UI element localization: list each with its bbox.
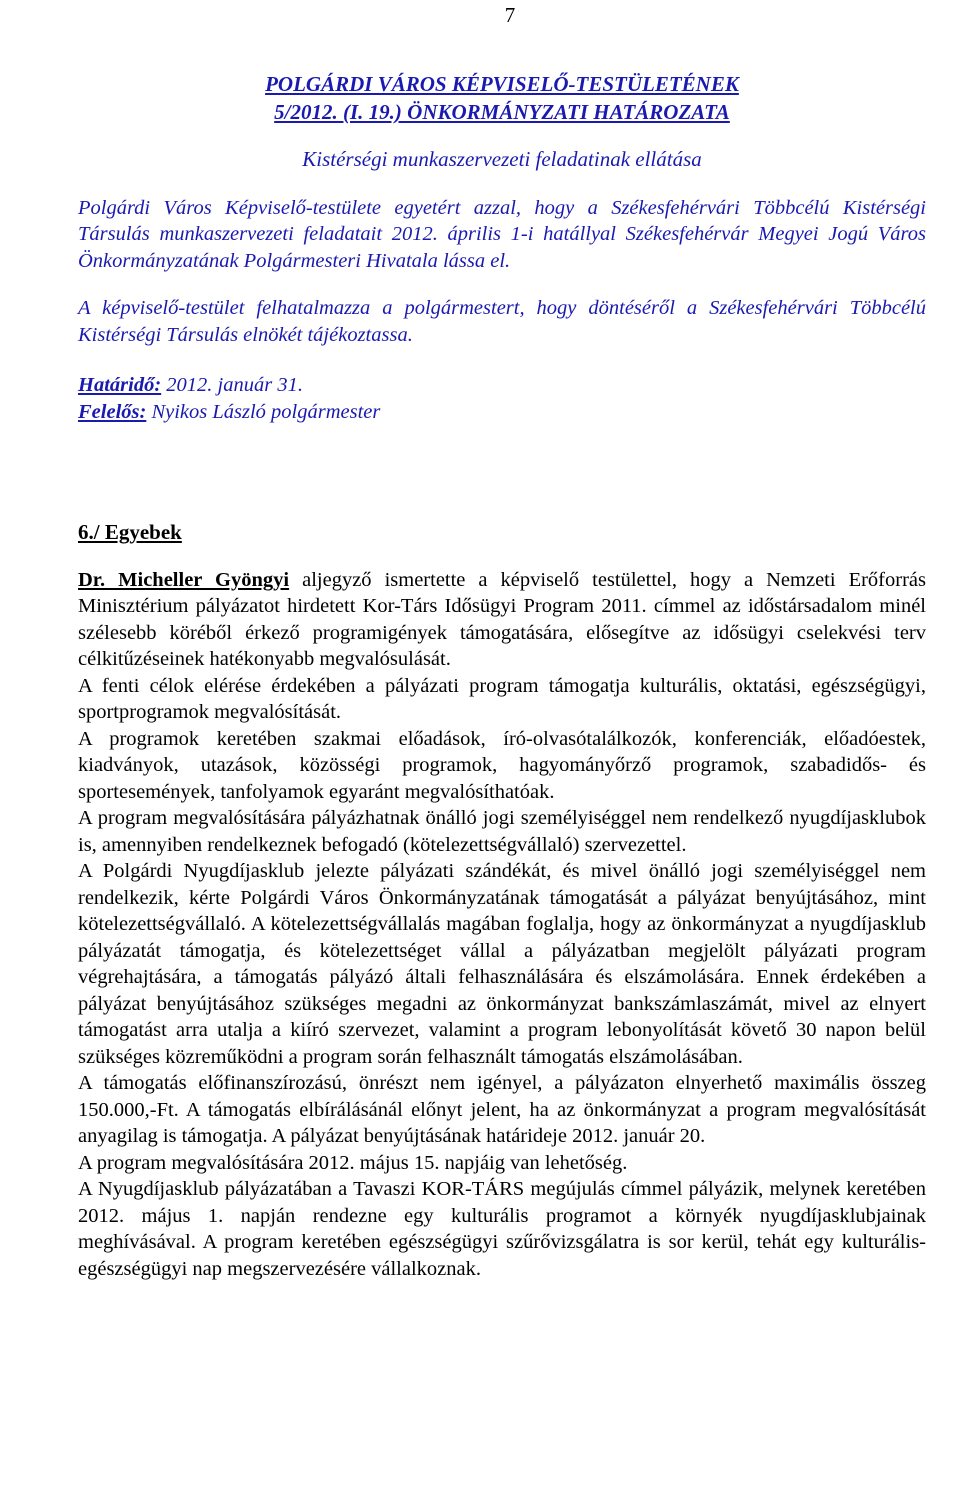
body-paragraph-5: A Polgárdi Nyugdíjasklub jelezte pályázati szándékát, és mivel önálló jogi személyiséggel nem rendelkezik, kérte Polgárdi Város Önkormányzatának támogatását a pályázat benyújtásához, mint kötelezettségvállaló. A kötelezettségvállalás magában foglalja, hogy az önkormányzat a nyugdíjasklub pályázatát támogatja, és kötelezettséget vállal a pályázatban megjelölt pályázati program végrehajtására, a támogatás pályázó általi felhasználására és elszámolására. Ennek érdekében a pályázat benyújtásához szükséges megadni az önkormányzat bankszámlaszámát, mivel az elnyert támogatást arra utalja a kiíró szervezet, valamint a program lebonyolítását követő 30 napon belül szükséges közreműködni a program során felhasznált támogatás elszámolásában. <box>78 860 926 1068</box>
deadline-value: 2012. január 31. <box>161 374 303 396</box>
responsible-label: Felelős: <box>78 400 147 423</box>
body-paragraph-8: A Nyugdíjasklub pályázatában a Tavaszi KOR-TÁRS megújulás címmel pályázik, melynek keretében 2012. május 1. napján rendezne egy kulturális programot a környék nyugdíjasklubjainak meghívásával. A program keretében egészségügyi szűrővizsgálatra is sor kerül, tehát egy kulturális-egészségügyi nap megszervezésére vállalkoznak. <box>78 1178 926 1280</box>
resolution-paragraph-2: A képviselő-testület felhatalmazza a polgármestert, hogy döntéséről a Székesfehérvári Többcélú Kistérségi Társulás elnökét tájékoztassa. <box>78 297 926 346</box>
responsible-value: Nyikos László polgármester <box>146 400 381 423</box>
speaker-name: Dr. Micheller Gyöngyi <box>78 568 290 591</box>
body-paragraph-6: A támogatás előfinanszírozású, önrészt nem igényel, a pályázaton elnyerhető maximális összeg 150.000,-Ft. A támogatás elbírálásánál előnyt jelent, ha az önkormányzat a program megvalósítását anyagilag is támogatja. A pályázat benyújtásának határideje 2012. január 20. <box>78 1072 926 1147</box>
body-paragraph-2: A fenti célok elérése érdekében a pályázati program támogatja kulturális, oktatási, egészségügyi, sportprogramok megvalósítását. <box>78 674 926 723</box>
resolution-title-line2: 5/2012. (I. 19.) ÖNKORMÁNYZATI HATÁROZATA <box>274 100 730 124</box>
responsible-line <box>78 399 926 426</box>
body-paragraph-3: A programok keretében szakmai előadások, író-olvasótalálkozók, konferenciák, előadóestek, kiadványok, utazások, közösségi programok, hagyományőrző programok, szabadidős- és sportesemények, tanfolyamok egyaránt megvalósíthatóak. <box>78 727 926 803</box>
section-body <box>78 567 926 1283</box>
body-paragraph-7: A program megvalósítására 2012. május 15. napjáig van lehetőség. <box>78 1151 628 1174</box>
resolution-block <box>78 0 926 425</box>
body-paragraph-1 <box>78 567 926 673</box>
resolution-paragraph-1: Polgárdi Város Képviselő-testülete egyetért azzal, hogy a Székesfehérvári Többcélú Kistérségi Társulás munkaszervezeti feladatait 2012. április 1-i hatállyal Székesfehérvár Megyei Jogú Város Önkormányzatának Polgármesteri Hivatala lássa el. <box>78 196 926 272</box>
body-paragraph-1-text: aljegyző ismertette a képviselő testülettel, hogy a Nemzeti Erőforrás Minisztérium pályázatot hirdetett Kor-Társ Idősügyi Program 2011. címmel az időstársadalom minél szélesebb köréből érkező programigények támogatására, elősegítve az idősügyi cselekvési terv célkitűzéseinek hatékonyabb megvalósulását. <box>78 568 926 670</box>
resolution-subtitle: Kistérségi munkaszervezeti feladatinak ellátása <box>302 147 702 171</box>
section-title: 6./ Egyebek <box>78 520 182 544</box>
deadline-label: Határidő: <box>78 374 162 396</box>
deadline-line <box>78 372 926 399</box>
page-number: 7 <box>504 3 516 27</box>
body-paragraph-4: A program megvalósítására pályázhatnak önálló jogi személyiséggel nem rendelkező nyugdíjasklubok is, amennyiben rendelkeznek befogadó (kötelezettségvállaló) szervezettel. <box>78 807 926 856</box>
resolution-title-line1: POLGÁRDI VÁROS KÉPVISELŐ-TESTÜLETÉNEK <box>265 72 739 96</box>
